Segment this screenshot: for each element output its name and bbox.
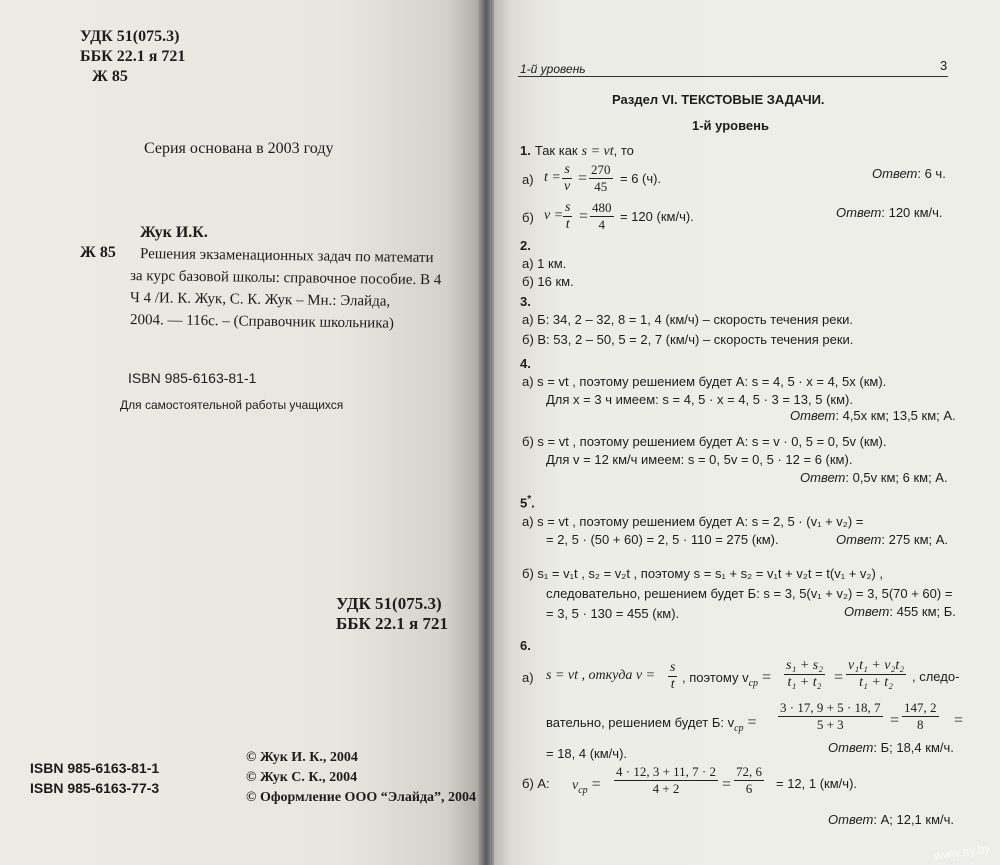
problem-6a-lead: s = vt , откуда v = xyxy=(546,668,656,683)
vcp-symbol: , поэтому $v_{ср}$ = xyxy=(682,669,772,690)
isbn-1: ISBN 985-6163-81-1 xyxy=(30,760,160,776)
problem-1-number: 1. xyxy=(520,143,531,158)
copyright-3: © Оформление ООО “Элайда”, 2004 xyxy=(246,790,477,805)
problem-1a-result: = 6 (ч). xyxy=(620,171,662,186)
purpose-note: Для самостоятельной работы учащихся xyxy=(120,398,344,412)
fraction-s-t: $\frac{s}{t}$ xyxy=(565,200,571,232)
problem-1b-answer: Ответ: 120 км/ч. xyxy=(836,205,943,220)
problem-6a-answer: Ответ: Б; 18,4 км/ч. xyxy=(828,740,954,755)
fraction-s1s2-t1t2: $\frac{\text{s₁ + s₂}}{\text{t₁ + t₂}}$ xyxy=(786,658,824,690)
problem-5-number: 5*. xyxy=(520,494,535,511)
fraction-147-8: $\frac{147, 2}{8}$ xyxy=(904,700,937,732)
problem-6a-tail: , следо- xyxy=(912,669,960,684)
fraction-weighted-avg: $\frac{3 \cdot 17, 9 + 5 \cdot 18, 7}{5 + 3}$ xyxy=(780,700,881,732)
eq-sign: = xyxy=(578,170,588,187)
description-line-2: за курс базовой школы: справочное пособие. В 4 xyxy=(129,268,442,289)
author-mark: Ж 85 xyxy=(92,68,128,85)
problem-4b-line-2: Для v = 12 км/ч имеем: s = 0, 5v = 0, 5 · 12 = 6 (км). xyxy=(546,452,853,467)
problem-6a-line-2: вательно, решением будет Б: $v_{ср}$ = xyxy=(546,714,757,735)
fraction-s-v: $\frac{s}{v}$ xyxy=(564,162,571,194)
problem-1a-lhs: t = xyxy=(544,170,561,185)
problem-2b: б) 16 км. xyxy=(522,274,574,289)
fraction-s-t-2: $\frac{s}{t}$ xyxy=(670,660,676,692)
problem-4a-answer: Ответ: 4,5x км; 13,5 км; А. xyxy=(790,408,956,423)
author-name: Жук И.К. xyxy=(140,224,208,241)
problem-2-number: 2. xyxy=(520,238,531,253)
problem-1b-label: б) xyxy=(522,210,534,225)
fraction-480-4: $\frac{480}{4}$ xyxy=(592,200,612,232)
problem-1b-result: = 120 (км/ч). xyxy=(620,209,694,224)
left-page xyxy=(0,0,485,865)
problem-2a: а) 1 км. xyxy=(522,256,567,271)
series-note: Серия основана в 2003 году xyxy=(144,140,334,157)
problem-1a-answer: Ответ: 6 ч. xyxy=(872,166,946,181)
problem-5a-answer: Ответ: 275 км; А. xyxy=(836,532,949,547)
isbn-2: ISBN 985-6163-77-3 xyxy=(30,780,160,796)
udk-code: УДК 51(075.3) xyxy=(80,28,180,45)
problem-6a-line-3: = 18, 4 (км/ч). xyxy=(546,746,628,761)
udk-big: УДК 51(075.3) xyxy=(336,594,442,613)
problem-3a: а) Б: 34, 2 – 32, 8 = 1, 4 (км/ч) – скорость течения реки. xyxy=(522,312,854,327)
fraction-v1t1v2t2-t1t2: $\frac{\text{v₁t₁ + v₂t₂}}{\text{t₁ + t₂}}$ xyxy=(848,658,905,690)
description-line-4: 2004. — 116с. – (Справочник школьника) xyxy=(129,312,395,332)
running-header: 1-й уровень xyxy=(520,62,586,76)
problem-5b-line-3: = 3, 5 · 130 = 455 (км). xyxy=(546,606,680,621)
problem-6-number: 6. xyxy=(520,638,531,653)
description-line-3: Ч 4 /И. К. Жук, С. К. Жук – Мн.: Элайда, xyxy=(129,290,391,310)
level-title: 1-й уровень xyxy=(692,118,769,133)
copyright-2: © Жук С. К., 2004 xyxy=(246,770,358,785)
eq-sign: = xyxy=(722,776,732,793)
problem-6a-label: а) xyxy=(522,670,534,685)
problem-5a-line-1: а) s = vt , поэтому решением будет А: s = 2, 5 · (v₁ + v₂) = xyxy=(522,514,864,529)
bbk-code: ББК 22.1 я 721 xyxy=(80,48,186,65)
problem-6b-result: = 12, 1 (км/ч). xyxy=(776,776,858,791)
problem-4a-line-1: а) s = vt , поэтому решением будет А: s = 4, 5 · x = 4, 5x (км). xyxy=(522,374,887,389)
problem-5b-answer: Ответ: 455 км; Б. xyxy=(844,604,956,619)
problem-1b-lhs: v = xyxy=(544,208,564,223)
description-line-1: Решения экзаменационных задач по математи xyxy=(139,246,434,267)
watermark: www.ay.by xyxy=(932,841,991,863)
fraction-6b-weighted: $\frac{4 \cdot 12, 3 + 11, 7 \cdot 2}{4 + 2}$ xyxy=(616,764,717,796)
book-gutter xyxy=(478,0,494,865)
author-mark-2: Ж 85 xyxy=(80,244,116,261)
bbk-big: ББК 22.1 я 721 xyxy=(336,614,449,633)
eq-sign: = xyxy=(890,712,900,729)
copyright-1: © Жук И. К., 2004 xyxy=(246,750,358,765)
page-number: 3 xyxy=(940,58,948,73)
problem-5b-line-2: следовательно, решением будет Б: s = 3, 5(v₁ + v₂) = 3, 5(70 + 60) = xyxy=(546,586,953,601)
fraction-72-6: $\frac{72, 6}{6}$ xyxy=(736,764,762,796)
eq-sign: = xyxy=(579,208,589,225)
eq-sign: = xyxy=(954,712,964,729)
problem-4a-line-2: Для x = 3 ч имеем: s = 4, 5 · x = 4, 5 · 3 = 13, 5 (км). xyxy=(546,392,853,407)
problem-3b: б) В: 53, 2 – 50, 5 = 2, 7 (км/ч) – скорость течения реки. xyxy=(522,332,854,347)
header-rule xyxy=(518,76,948,77)
fraction-270-45: $\frac{270}{45}$ xyxy=(591,162,611,194)
problem-5a-line-2: = 2, 5 · (50 + 60) = 2, 5 · 110 = 275 (км). xyxy=(546,532,779,547)
problem-4b-line-1: б) s = vt , поэтому решением будет А: s = v · 0, 5 = 0, 5v (км). xyxy=(522,434,887,449)
isbn-main: ISBN 985-6163-81-1 xyxy=(128,370,257,386)
problem-1a-label: а) xyxy=(522,172,534,187)
problem-1-intro: 1. Так как s = vt, то xyxy=(520,143,634,159)
problem-3-number: 3. xyxy=(520,294,531,309)
eq-sign: = xyxy=(834,669,844,686)
problem-6b-answer: Ответ: А; 12,1 км/ч. xyxy=(828,812,955,827)
problem-4b-answer: Ответ: 0,5v км; 6 км; А. xyxy=(800,470,948,485)
section-title: Раздел VI. ТЕКСТОВЫЕ ЗАДАЧИ. xyxy=(612,92,825,107)
problem-6b-label: б) А: xyxy=(522,776,550,791)
problem-4-number: 4. xyxy=(520,356,531,371)
problem-6b-vcp: $v_{ср}$ = xyxy=(572,776,601,797)
problem-5b-line-1: б) s₁ = v₁t , s₂ = v₂t , поэтому s = s₁ + s₂ = v₁t + v₂t = t(v₁ + v₂) , xyxy=(522,566,884,581)
